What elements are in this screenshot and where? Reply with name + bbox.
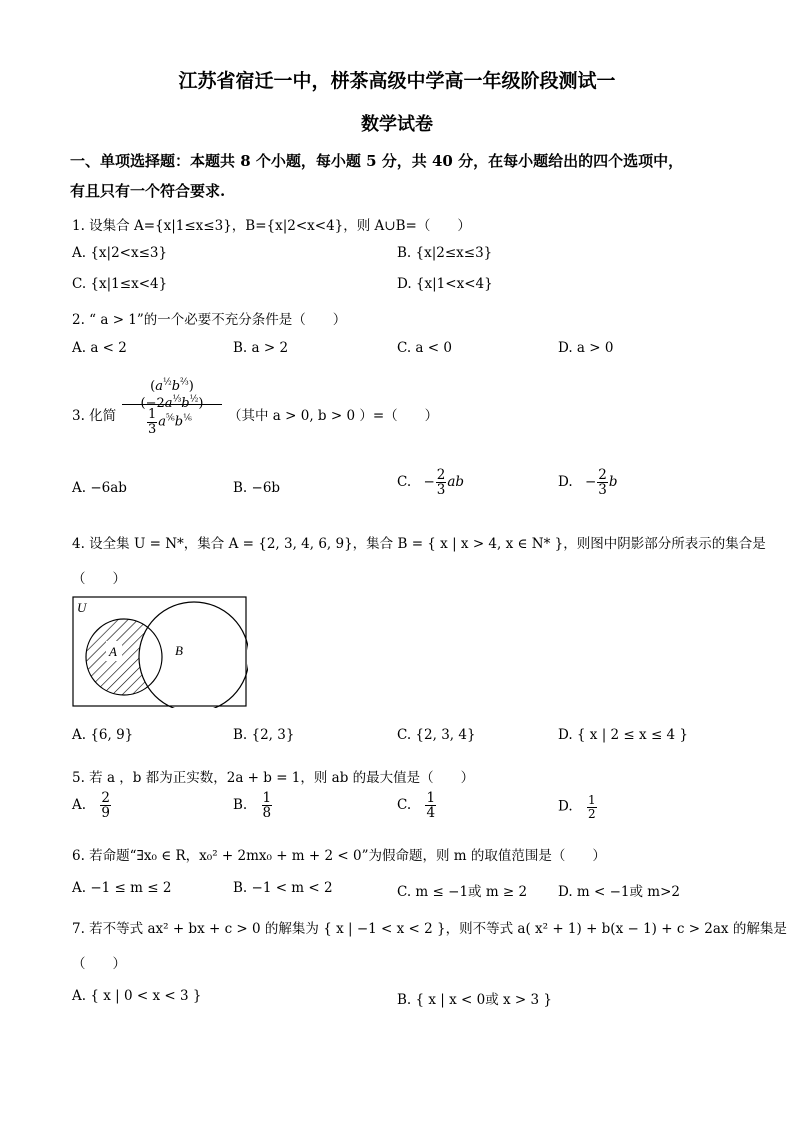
q5-stem: 5. 若 a ，b 都为正实数，2a + b = 1，则 ab 的最大值是（ ） bbox=[72, 770, 475, 786]
q6-stem: 6. 若命题“∃x₀ ∈ R，x₀² + 2mx₀ + m + 2 < 0”为假命题，则 m 的取值范围是（ ） bbox=[72, 848, 606, 864]
q2-stem: 2. “ a > 1”的一个必要不充分条件是（ ） bbox=[72, 312, 347, 328]
q3-option-c: C. − $\frac{2}{3}$ ab bbox=[397, 467, 465, 499]
q2-option-b: B. a > 2 bbox=[233, 340, 289, 356]
q3-prefix: 3. 化简 bbox=[72, 408, 117, 424]
q3-option-d: D. − $\frac{2}{3}$ b bbox=[558, 467, 618, 499]
q5-option-a bbox=[72, 791, 112, 820]
q3-c-tail: ab bbox=[447, 474, 465, 491]
section-heading-line2: 有且只有一个符合要求. bbox=[70, 182, 226, 200]
q4-option-a: A. {6, 9} bbox=[72, 727, 134, 743]
q5-option-d bbox=[558, 794, 598, 820]
q7-stem: 7. 若不等式 ax² + bx + c > 0 的解集为 { x | −1 < x < 2 }，则不等式 a( x² + 1) + b(x − 1) + c > 2ax 的解集是 bbox=[72, 921, 787, 937]
q1-stem: 1. 设集合 A={x|1≤x≤3}，B={x|2<x<4}，则 A∪B=（ ） bbox=[72, 218, 471, 234]
q5-option-b bbox=[233, 791, 273, 820]
q4-option-b: B. {2, 3} bbox=[233, 727, 295, 743]
q7-paren: （ ） bbox=[72, 956, 126, 972]
q5-c-label: C. bbox=[397, 797, 412, 814]
q4-stem: 4. 设全集 U = N*，集合 A = {2, 3, 4, 6, 9}，集合 B = { x | x > 4, x ∈ N* }，则图中阴影部分所表示的集合是 bbox=[72, 536, 766, 552]
q7-option-a: A. { x | 0 < x < 3 } bbox=[72, 988, 202, 1004]
q5-c-den: 4 bbox=[426, 805, 436, 822]
q2-option-a: A. a < 2 bbox=[72, 340, 127, 356]
q5-a-num: 2 bbox=[101, 790, 110, 806]
q4-option-d: D. { x | 2 ≤ x ≤ 4 } bbox=[558, 727, 689, 743]
page-subtitle: 数学试卷 bbox=[361, 114, 433, 135]
q4-paren: （ ） bbox=[72, 571, 126, 587]
q6-option-b: B. −1 < m < 2 bbox=[233, 880, 333, 896]
q3-option-d-label: D. bbox=[558, 474, 573, 491]
q5-b-den: 8 bbox=[262, 805, 272, 822]
q3-d-frac-num: 2 bbox=[598, 467, 607, 483]
section-heading-line1: 一、单项选择题：本题共 8 个小题，每小题 5 分，共 40 分，在每小题给出的四个选项中， bbox=[70, 152, 684, 170]
q7-option-b: B. { x | x < 0或 x > 3 } bbox=[397, 992, 552, 1008]
q1-option-b: B. {x|2≤x≤3} bbox=[397, 245, 493, 261]
q5-a-label: A. bbox=[72, 797, 87, 814]
q5-d-label: D. bbox=[558, 798, 573, 815]
q5-b-label: B. bbox=[233, 797, 248, 814]
q3-option-c-label: C. bbox=[397, 474, 412, 491]
q3-c-frac-den: 3 bbox=[436, 482, 446, 499]
q3-option-b: B. −6b bbox=[233, 480, 281, 496]
q5-option-c bbox=[397, 791, 437, 820]
q3-c-frac-num: 2 bbox=[436, 467, 446, 483]
venn-label-u: U bbox=[77, 600, 87, 615]
q3-d-frac-den: 3 bbox=[598, 482, 607, 499]
q6-option-d: D. m < −1或 m>2 bbox=[558, 884, 681, 900]
q1-option-c: C. {x|1≤x<4} bbox=[72, 276, 168, 292]
q5-c-num: 1 bbox=[426, 790, 436, 806]
venn-label-a: A bbox=[109, 644, 117, 659]
q1-option-d: D. {x|1<x<4} bbox=[397, 276, 493, 292]
q3-d-tail: b bbox=[608, 474, 618, 491]
q2-option-c: C. a < 0 bbox=[397, 340, 452, 356]
q6-option-c: C. m ≤ −1或 m ≥ 2 bbox=[397, 884, 528, 900]
q5-d-num: 1 bbox=[587, 793, 596, 807]
q5-a-den: 9 bbox=[101, 805, 110, 822]
venn-diagram bbox=[72, 596, 248, 708]
q1-option-a: A. {x|2<x≤3} bbox=[72, 245, 168, 261]
q3-suffix: （其中 a > 0, b > 0 ）=（ ） bbox=[228, 408, 439, 424]
q3-option-a: A. −6ab bbox=[72, 480, 127, 496]
q2-option-d: D. a > 0 bbox=[558, 340, 614, 356]
q4-option-c: C. {2, 3, 4} bbox=[397, 727, 476, 743]
venn-label-b: B bbox=[175, 643, 183, 658]
q5-d-den: 2 bbox=[587, 806, 596, 821]
q5-b-num: 1 bbox=[262, 790, 272, 806]
page-title: 江苏省宿迁一中，栟茶高级中学高一年级阶段测试一 bbox=[178, 70, 616, 92]
q6-option-a: A. −1 ≤ m ≤ 2 bbox=[72, 880, 172, 896]
